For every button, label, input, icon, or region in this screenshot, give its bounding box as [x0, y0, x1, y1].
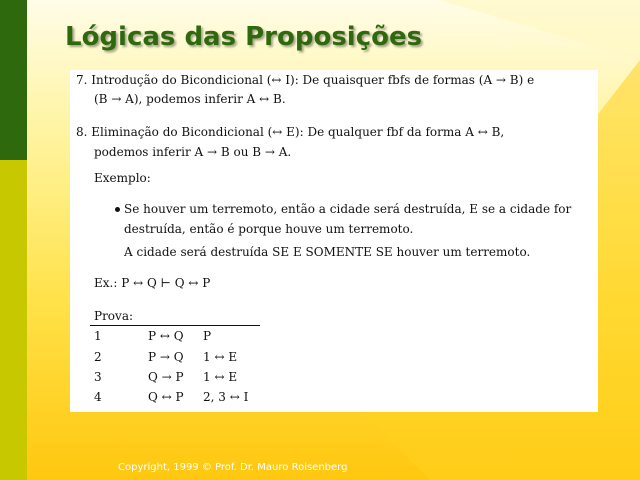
- proof-row-formula: P ↔ Q: [148, 329, 184, 343]
- exercise-statement: Ex.: P ↔ Q ⊢ Q ↔ P: [94, 276, 211, 290]
- bullet-icon: [115, 207, 120, 212]
- slide-title: Lógicas das Proposições: [65, 22, 423, 52]
- proof-row-number: 1: [94, 329, 102, 343]
- copyright-footer: Copyright, 1999 © Prof. Dr. Mauro Roisenberg: [118, 462, 348, 473]
- proof-row-number: 4: [94, 390, 102, 404]
- proof-divider: [90, 325, 260, 326]
- proof-row-justification: 2, 3 ↔ I: [203, 390, 249, 404]
- proof-row-formula: Q ↔ P: [148, 390, 184, 404]
- example-conclusion: A cidade será destruída SE E SOMENTE SE houver um terremoto.: [124, 245, 531, 259]
- content-panel: [70, 70, 598, 412]
- proof-row-justification: 1 ↔ E: [203, 370, 238, 384]
- rule7-line2: (B → A), podemos inferir A ↔ B.: [94, 92, 286, 106]
- proof-row-justification: P: [203, 329, 212, 343]
- example-heading: Exemplo:: [94, 171, 151, 185]
- proof-heading: Prova:: [94, 309, 134, 323]
- rule8-line2: podemos inferir A → B ou B → A.: [94, 145, 292, 159]
- example-bullet-line1: Se houver um terremoto, então a cidade será destruída, E se a cidade for: [124, 202, 572, 216]
- proof-row-number: 2: [94, 350, 102, 364]
- rule7-line1: 7. Introdução do Bicondicional (↔ I): De quaisquer fbfs de formas (A → B) e: [76, 73, 535, 87]
- proof-row-formula: Q → P: [148, 370, 184, 384]
- rule8-line1: 8. Eliminação do Bicondicional (↔ E): De qualquer fbf da forma A ↔ B,: [76, 125, 505, 139]
- proof-row-justification: 1 ↔ E: [203, 350, 238, 364]
- example-bullet-line2: destruída, então é porque houve um terremoto.: [124, 222, 414, 236]
- proof-row-formula: P → Q: [148, 350, 184, 364]
- proof-row-number: 3: [94, 370, 102, 384]
